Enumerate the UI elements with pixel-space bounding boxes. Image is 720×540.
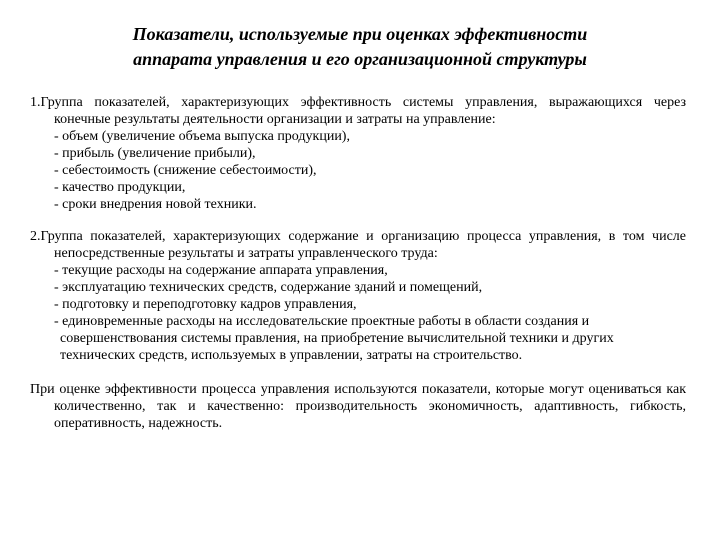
slide-title: [60, 22, 660, 72]
list-item: - прибыль (увеличение прибыли),: [54, 146, 256, 161]
conclusion-paragraph: При оценке эффективности процесса управления используются показатели, которые могут оцениваться как количественно, так и качественно: производительность экономичность, адаптивность, гибкость, оперативность, надежность.: [30, 382, 686, 431]
list-item: - эксплуатацию технических средств, содержание зданий и помещений,: [54, 280, 483, 295]
list-item: - себестоимость (снижение себестоимости),: [54, 163, 317, 178]
group-2-heading: 2.Группа показателей, характеризующих содержание и организацию процесса управления, в том числе непосредственные результаты и затраты управленческого труда:: [30, 229, 686, 261]
group-1-heading: 1.Группа показателей, характеризующих эффективность системы управления, выражающихся через конечные результаты деятельности организации и затраты на управление:: [30, 95, 686, 127]
list-item: - текущие расходы на содержание аппарата управления,: [54, 263, 388, 278]
slide-body: [30, 94, 686, 432]
group-1-section: [30, 94, 686, 213]
group-2-section: [30, 228, 686, 364]
title-line-1: Показатели, используемые при оценках эффективности: [132, 24, 588, 44]
list-item: - качество продукции,: [54, 180, 186, 195]
title-line-2: аппарата управления и его организационной структуры: [133, 49, 587, 69]
conclusion-section: [30, 381, 686, 432]
list-item: - объем (увеличение объема выпуска продукции),: [54, 129, 350, 144]
list-item: - подготовку и переподготовку кадров управления,: [54, 297, 357, 312]
group-1-list: [30, 128, 686, 213]
group-2-list: [30, 262, 686, 364]
list-item: - единовременные расходы на исследовательские проектные работы в области создания и совершенствования системы правления, на приобретение вычислительной техники и других технических средств, используемых в управлении, затраты на строительство.: [54, 314, 614, 363]
list-item: - сроки внедрения новой техники.: [54, 197, 257, 212]
